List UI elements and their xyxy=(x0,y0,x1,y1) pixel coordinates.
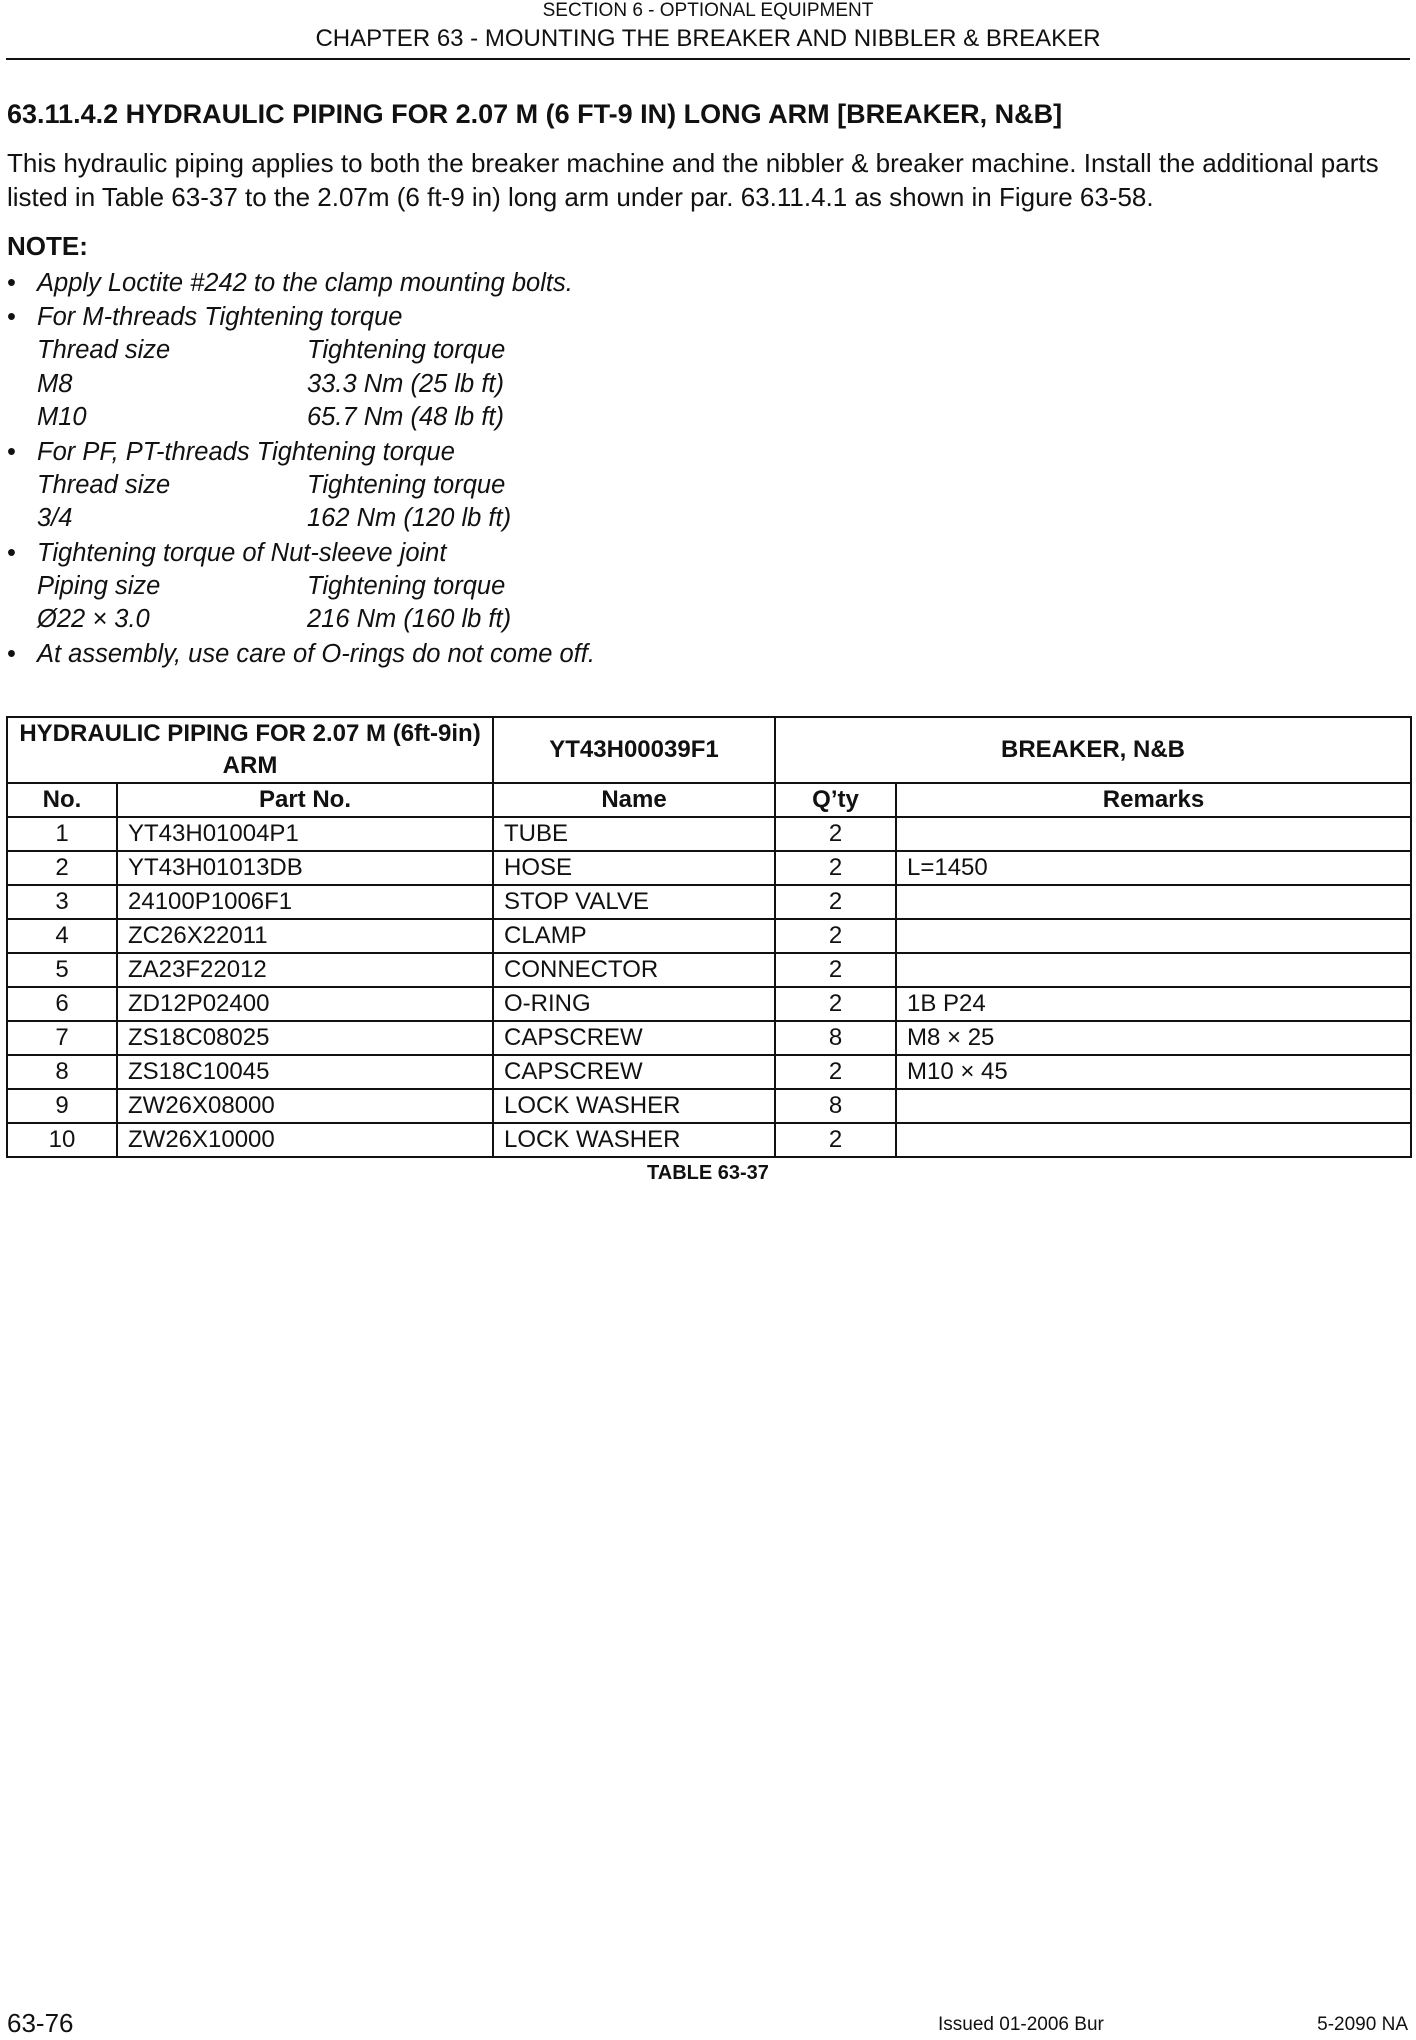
cell-no: 1 xyxy=(7,817,117,851)
cell-name: HOSE xyxy=(493,851,775,885)
column-header-qty: Q’ty xyxy=(775,783,896,817)
chapter-header: CHAPTER 63 - MOUNTING THE BREAKER AND NIBBLER & BREAKER xyxy=(315,25,1101,52)
table-row xyxy=(7,1089,1411,1123)
column-header-part-no: Part No. xyxy=(117,783,493,817)
torque-row xyxy=(7,334,1207,368)
column-header-name: Name xyxy=(493,783,775,817)
cell-qty: 2 xyxy=(775,953,896,987)
cell-part-no: ZC26X22011 xyxy=(117,919,493,953)
cell-no: 7 xyxy=(7,1021,117,1055)
cell-qty: 2 xyxy=(775,987,896,1021)
cell-remarks: M8 × 25 xyxy=(896,1021,1411,1055)
cell-part-no: ZW26X08000 xyxy=(117,1089,493,1123)
cell-name: CAPSCREW xyxy=(493,1021,775,1055)
note-item-pf-pt-threads xyxy=(7,435,1207,469)
note-item-m-threads xyxy=(7,300,1207,334)
cell-remarks xyxy=(896,1123,1411,1157)
table-title-row xyxy=(7,717,1411,783)
note-text: Tightening torque of Nut-sleeve joint xyxy=(37,538,447,567)
cell-remarks xyxy=(896,1089,1411,1123)
cell-qty: 2 xyxy=(775,817,896,851)
cell-remarks xyxy=(896,885,1411,919)
cell-part-no: ZS18C08025 xyxy=(117,1021,493,1055)
torque-row xyxy=(7,502,1207,536)
torque-value: 216 Nm (160 lb ft) xyxy=(307,605,512,633)
document-number: 5-2090 NA xyxy=(1317,2014,1408,2035)
bullet-icon: • xyxy=(7,639,16,668)
cell-qty: 2 xyxy=(775,1055,896,1089)
cell-remarks xyxy=(896,817,1411,851)
cell-qty: 2 xyxy=(775,919,896,953)
cell-part-no: 24100P1006F1 xyxy=(117,885,493,919)
cell-name: STOP VALVE xyxy=(493,885,775,919)
torque-row xyxy=(7,603,1207,637)
torque-size: M10 xyxy=(37,403,87,431)
cell-part-no: YT43H01004P1 xyxy=(117,817,493,851)
table-row xyxy=(7,851,1411,885)
cell-part-no: ZA23F22012 xyxy=(117,953,493,987)
torque-size: 3/4 xyxy=(37,504,73,532)
cell-part-no: YT43H01013DB xyxy=(117,851,493,885)
torque-value: 33.3 Nm (25 lb ft) xyxy=(307,369,504,398)
note-item-loctite xyxy=(7,266,1207,300)
cell-no: 3 xyxy=(7,885,117,919)
torque-row xyxy=(7,469,1207,503)
table-row xyxy=(7,1123,1411,1157)
header-divider xyxy=(6,58,1410,60)
note-item-o-rings xyxy=(7,637,1207,671)
cell-no: 10 xyxy=(7,1123,117,1157)
note-text: For PF, PT-threads Tightening torque xyxy=(37,437,455,466)
torque-size: Ø22 × 3.0 xyxy=(37,605,150,633)
issue-info: Issued 01-2006 Bur xyxy=(938,2014,1104,2035)
note-list xyxy=(7,266,1207,671)
cell-qty: 2 xyxy=(775,851,896,885)
cell-remarks xyxy=(896,919,1411,953)
note-text: Apply Loctite #242 to the clamp mounting bolts. xyxy=(37,269,573,297)
note-text: For M-threads Tightening torque xyxy=(37,303,403,331)
torque-size: Thread size xyxy=(37,470,171,499)
cell-qty: 8 xyxy=(775,1021,896,1055)
table-caption: TABLE 63-37 xyxy=(647,1162,769,1184)
table-row xyxy=(7,817,1411,851)
cell-name: O-RING xyxy=(493,987,775,1021)
cell-remarks: L=1450 xyxy=(896,851,1411,885)
note-item-nut-sleeve xyxy=(7,536,1207,570)
cell-qty: 2 xyxy=(775,885,896,919)
torque-value: 162 Nm (120 lb ft) xyxy=(307,504,512,532)
cell-name: CAPSCREW xyxy=(493,1055,775,1089)
cell-no: 4 xyxy=(7,919,117,953)
cell-remarks: 1B P24 xyxy=(896,987,1411,1021)
cell-no: 2 xyxy=(7,851,117,885)
cell-remarks: M10 × 45 xyxy=(896,1055,1411,1089)
table-row xyxy=(7,1055,1411,1089)
torque-row xyxy=(7,570,1207,604)
torque-size: Piping size xyxy=(37,571,161,600)
bullet-icon: • xyxy=(7,303,16,331)
intro-paragraph: This hydraulic piping applies to both the breaker machine and the nibbler & breaker machine. Install the additional parts listed in Table 63-37 to the 2.07m (6 ft-9 in) long arm under par. 63.11.4.1 as shown in Figure 63-58. xyxy=(7,148,1379,212)
torque-value: Tightening torque xyxy=(307,336,506,364)
cell-name: LOCK WASHER xyxy=(493,1123,775,1157)
note-text: At assembly, use care of O-rings do not come off. xyxy=(37,639,595,668)
section-header: SECTION 6 - OPTIONAL EQUIPMENT xyxy=(542,0,874,21)
cell-qty: 8 xyxy=(775,1089,896,1123)
cell-no: 8 xyxy=(7,1055,117,1089)
torque-size: M8 xyxy=(37,369,73,398)
cell-qty: 2 xyxy=(775,1123,896,1157)
section-heading: 63.11.4.2 HYDRAULIC PIPING FOR 2.07 M (6 FT-9 IN) LONG ARM [BREAKER, N&B] xyxy=(7,99,1063,129)
table-row xyxy=(7,885,1411,919)
cell-no: 5 xyxy=(7,953,117,987)
torque-size: Thread size xyxy=(37,336,171,364)
table-row xyxy=(7,953,1411,987)
cell-name: CONNECTOR xyxy=(493,953,775,987)
bullet-icon: • xyxy=(7,538,16,567)
torque-value: Tightening torque xyxy=(307,470,506,499)
cell-part-no: ZW26X10000 xyxy=(117,1123,493,1157)
torque-value: 65.7 Nm (48 lb ft) xyxy=(307,403,504,431)
column-header-no: No. xyxy=(7,783,117,817)
cell-name: TUBE xyxy=(493,817,775,851)
note-label: NOTE: xyxy=(7,231,88,261)
table-category: BREAKER, N&B xyxy=(775,717,1411,783)
table-row xyxy=(7,987,1411,1021)
column-header-remarks: Remarks xyxy=(896,783,1411,817)
table-header-row xyxy=(7,783,1411,817)
table-row xyxy=(7,919,1411,953)
table-row xyxy=(7,1021,1411,1055)
parts-table xyxy=(6,716,1412,1158)
torque-value: Tightening torque xyxy=(307,571,506,600)
bullet-icon: • xyxy=(7,437,16,466)
table-title: HYDRAULIC PIPING FOR 2.07 M (6ft-9in) ARM xyxy=(7,717,493,783)
cell-part-no: ZD12P02400 xyxy=(117,987,493,1021)
page-number: 63-76 xyxy=(7,2008,74,2038)
cell-name: LOCK WASHER xyxy=(493,1089,775,1123)
torque-row xyxy=(7,401,1207,435)
cell-no: 9 xyxy=(7,1089,117,1123)
cell-no: 6 xyxy=(7,987,117,1021)
bullet-icon: • xyxy=(7,269,16,297)
cell-remarks xyxy=(896,953,1411,987)
cell-name: CLAMP xyxy=(493,919,775,953)
cell-part-no: ZS18C10045 xyxy=(117,1055,493,1089)
torque-row xyxy=(7,368,1207,402)
table-code: YT43H00039F1 xyxy=(493,717,775,783)
